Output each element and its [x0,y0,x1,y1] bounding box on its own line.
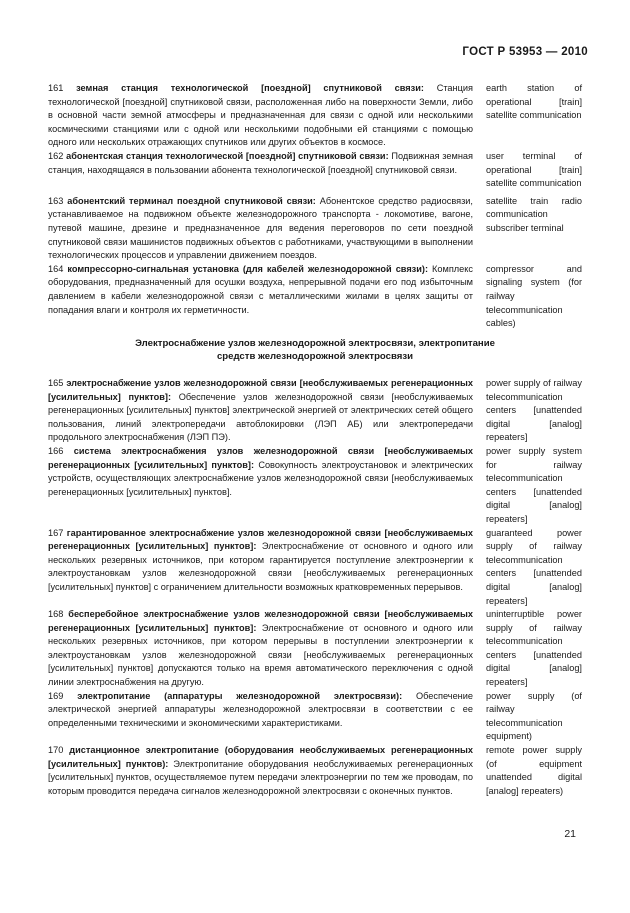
entry-term: земная станция технологической [поездной] спутниковой связи: [76,83,424,93]
entry-definition: Совокупность электроустановок и электрических устройств, осуществляющих электроснабжение узлов железнодорожной связи [необслуживаемых регенерационных [усилительных] пунктов]. [48,459,473,497]
entry-english: remote power supply (of equipment unattended digital [analog] repeaters) [486,745,582,796]
entry-english: power supply of railway telecommunication centers [unattended digital [analog] repeaters] [486,378,582,443]
entry-text [48,744,473,798]
entry-english: guaranteed power supply of railway telecommunication centers [unattended digital [analog] repeaters] [486,527,582,606]
entry-definition: Станция технологической [поездной] спутниковой связи, расположенная либо на поверхности Земли, либо в основной части земной атмосферы и предназначенная для связи с одной или несколькими космическими станциями или с одной или несколькими подобными ей станциями с помощью одного или нескольких отражающих спутников или других объектов в космосе. [48,83,473,148]
entry-text [48,377,473,445]
entry-number: 170 [48,745,64,756]
entry-164 [48,263,582,331]
entry-english: power supply (of railway telecommunication equipment) [486,690,582,742]
entry-number: 164 [48,263,64,274]
entry-english: uninterruptible power supply of railway telecommunication centers [unattended digital [analog] repeaters] [486,609,582,688]
entry-term: абонентская станция технологической [поездной] спутниковой связи: [66,150,389,161]
entry-text [48,527,473,609]
entry-term: система электроснабжения узлов железнодорожной связи [необслуживаемых регенерационных [усилительных] пунктов]: [48,445,473,470]
entry-162 [48,150,582,191]
entry-text [48,150,473,191]
entry-text [48,608,473,690]
entry-text [48,690,473,744]
entry-term: бесперебойное электроснабжение узлов железнодорожной связи [необслуживаемых регенерационных [усилительных] пунктов]: [48,609,473,633]
section-title-line: средств железнодорожной электросвязи [216,351,414,363]
entry-163 [48,195,582,263]
entry-text [48,263,473,331]
entry-number: 168 [48,609,64,620]
entry-text [48,445,473,527]
entry-term: дистанционное электропитание (оборудования необслуживаемых регенерационных [усилительных] пунктов): [48,745,473,769]
entry-term: электроснабжение узлов железнодорожной связи [необслуживаемых регенерационных [усилительных] пунктов]: [48,378,473,402]
entry-169 [48,690,582,744]
entry-definition: Электроснабжение от основного и одного или нескольких резервных источников, при котором перерывы в поступлении электроэнергии к электроустановкам узлов железнодорожной связи [необслуживаемых регенерационных [усилительных] пунктов] допускаются только на время автоматического переключения с одной линии электроснабжения на другую. [48,622,473,688]
entry-english: satellite train radio communication subscriber terminal [486,195,582,233]
entry-definition: Обеспечение электрической энергией аппаратуры железнодорожной электросвязи в соответствии с ее определенными техническими и экономическими характеристиками. [48,690,473,728]
entry-definition: Электропитание оборудования необслуживаемых регенерационных [усилительных] пунктов, осуществляемое путем передачи электроэнергии по тем же проводам, по которым проводится передача сигналов железнодорожной электросвязи с оконечных пунктов. [48,758,473,796]
entry-number: 167 [48,527,64,538]
entry-english: compressor and signaling system (for railway telecommunication cables) [486,263,582,329]
entry-number: 161 [48,83,64,93]
entry-number: 163 [48,195,64,206]
document-header: ГОСТ Р 53953 — 2010 [462,46,588,58]
entry-term: компрессорно-сигнальная установка (для кабелей железнодорожной связи): [67,263,429,274]
entry-165 [48,377,582,445]
entry-number: 169 [48,690,64,701]
entry-168 [48,608,582,690]
entry-term: электропитание (аппаратуры железнодорожной электросвязи): [77,690,403,701]
entry-english: power supply system for railway telecommunication centers [unattended digital [analog] repeaters] [486,445,582,524]
entry-term: абонентский терминал поездной спутниковой связи: [67,195,316,206]
entry-number: 165 [48,378,64,388]
entry-term: гарантированное электроснабжение узлов железнодорожной связи [необслуживаемых регенерационных [усилительных] пунктов]: [48,527,473,552]
entries-top [48,82,582,331]
entry-definition: Комплекс оборудования, предназначенный для осушки воздуха, непрерывной подачи его под избыточным давлением в кабели железнодорожной связи с металлическими жилами в целях защиты от попадания влаги и контроля их герметичности. [48,263,473,315]
entry-definition: Абонентское средство радиосвязи, устанавливаемое на подвижном объекте железнодорожного транспорта - локомотиве, вагоне, путевой машине, дрезине и предназначенное для ведения переговоров по сети поездной спутниковой связи машинистов подвижных объектов с работниками, участвующими в выполнении технологических процессов и управлении движением поездов. [48,195,473,261]
entry-english: user terminal of operational [train] satellite communication [486,150,582,189]
entry-text [48,82,473,150]
entry-167 [48,527,582,609]
entry-number: 162 [48,150,64,161]
entry-definition: Подвижная земная станция, находящаяся в пользовании абонента технологической [поездной] спутниковой связи. [48,150,473,175]
entry-166 [48,445,582,527]
section-title-line: Электроснабжение узлов железнодорожной электросвязи, электропитание [135,338,495,349]
entries-bottom [48,377,582,798]
entry-number: 166 [48,445,64,456]
page-number: 21 [564,828,576,840]
entry-definition: Электроснабжение от основного и одного или нескольких резервных источников, при котором гарантируется поступление электроэнергии к электроустановкам узлов железнодорожной связи [необслуживаемых регенерационных [усилительных] пунктов] с ограничением длительности возможных кратковременных перерывов. [48,541,473,592]
entry-definition: Обеспечение узлов железнодорожной связи [необслуживаемых регенерационных [усилительных] пунктов] электрической энергией от электрических сетей общего пользования, линий электропередачи автоблокировки (ЛЭП АБ) или электропередачи продольного электроснабжения (ЛЭП ПЭ). [48,391,473,443]
entry-170 [48,744,582,798]
section-title [48,337,582,364]
entry-text [48,195,473,263]
entry-english: earth station of operational [train] satellite communication [486,83,582,121]
entry-161 [48,82,582,150]
